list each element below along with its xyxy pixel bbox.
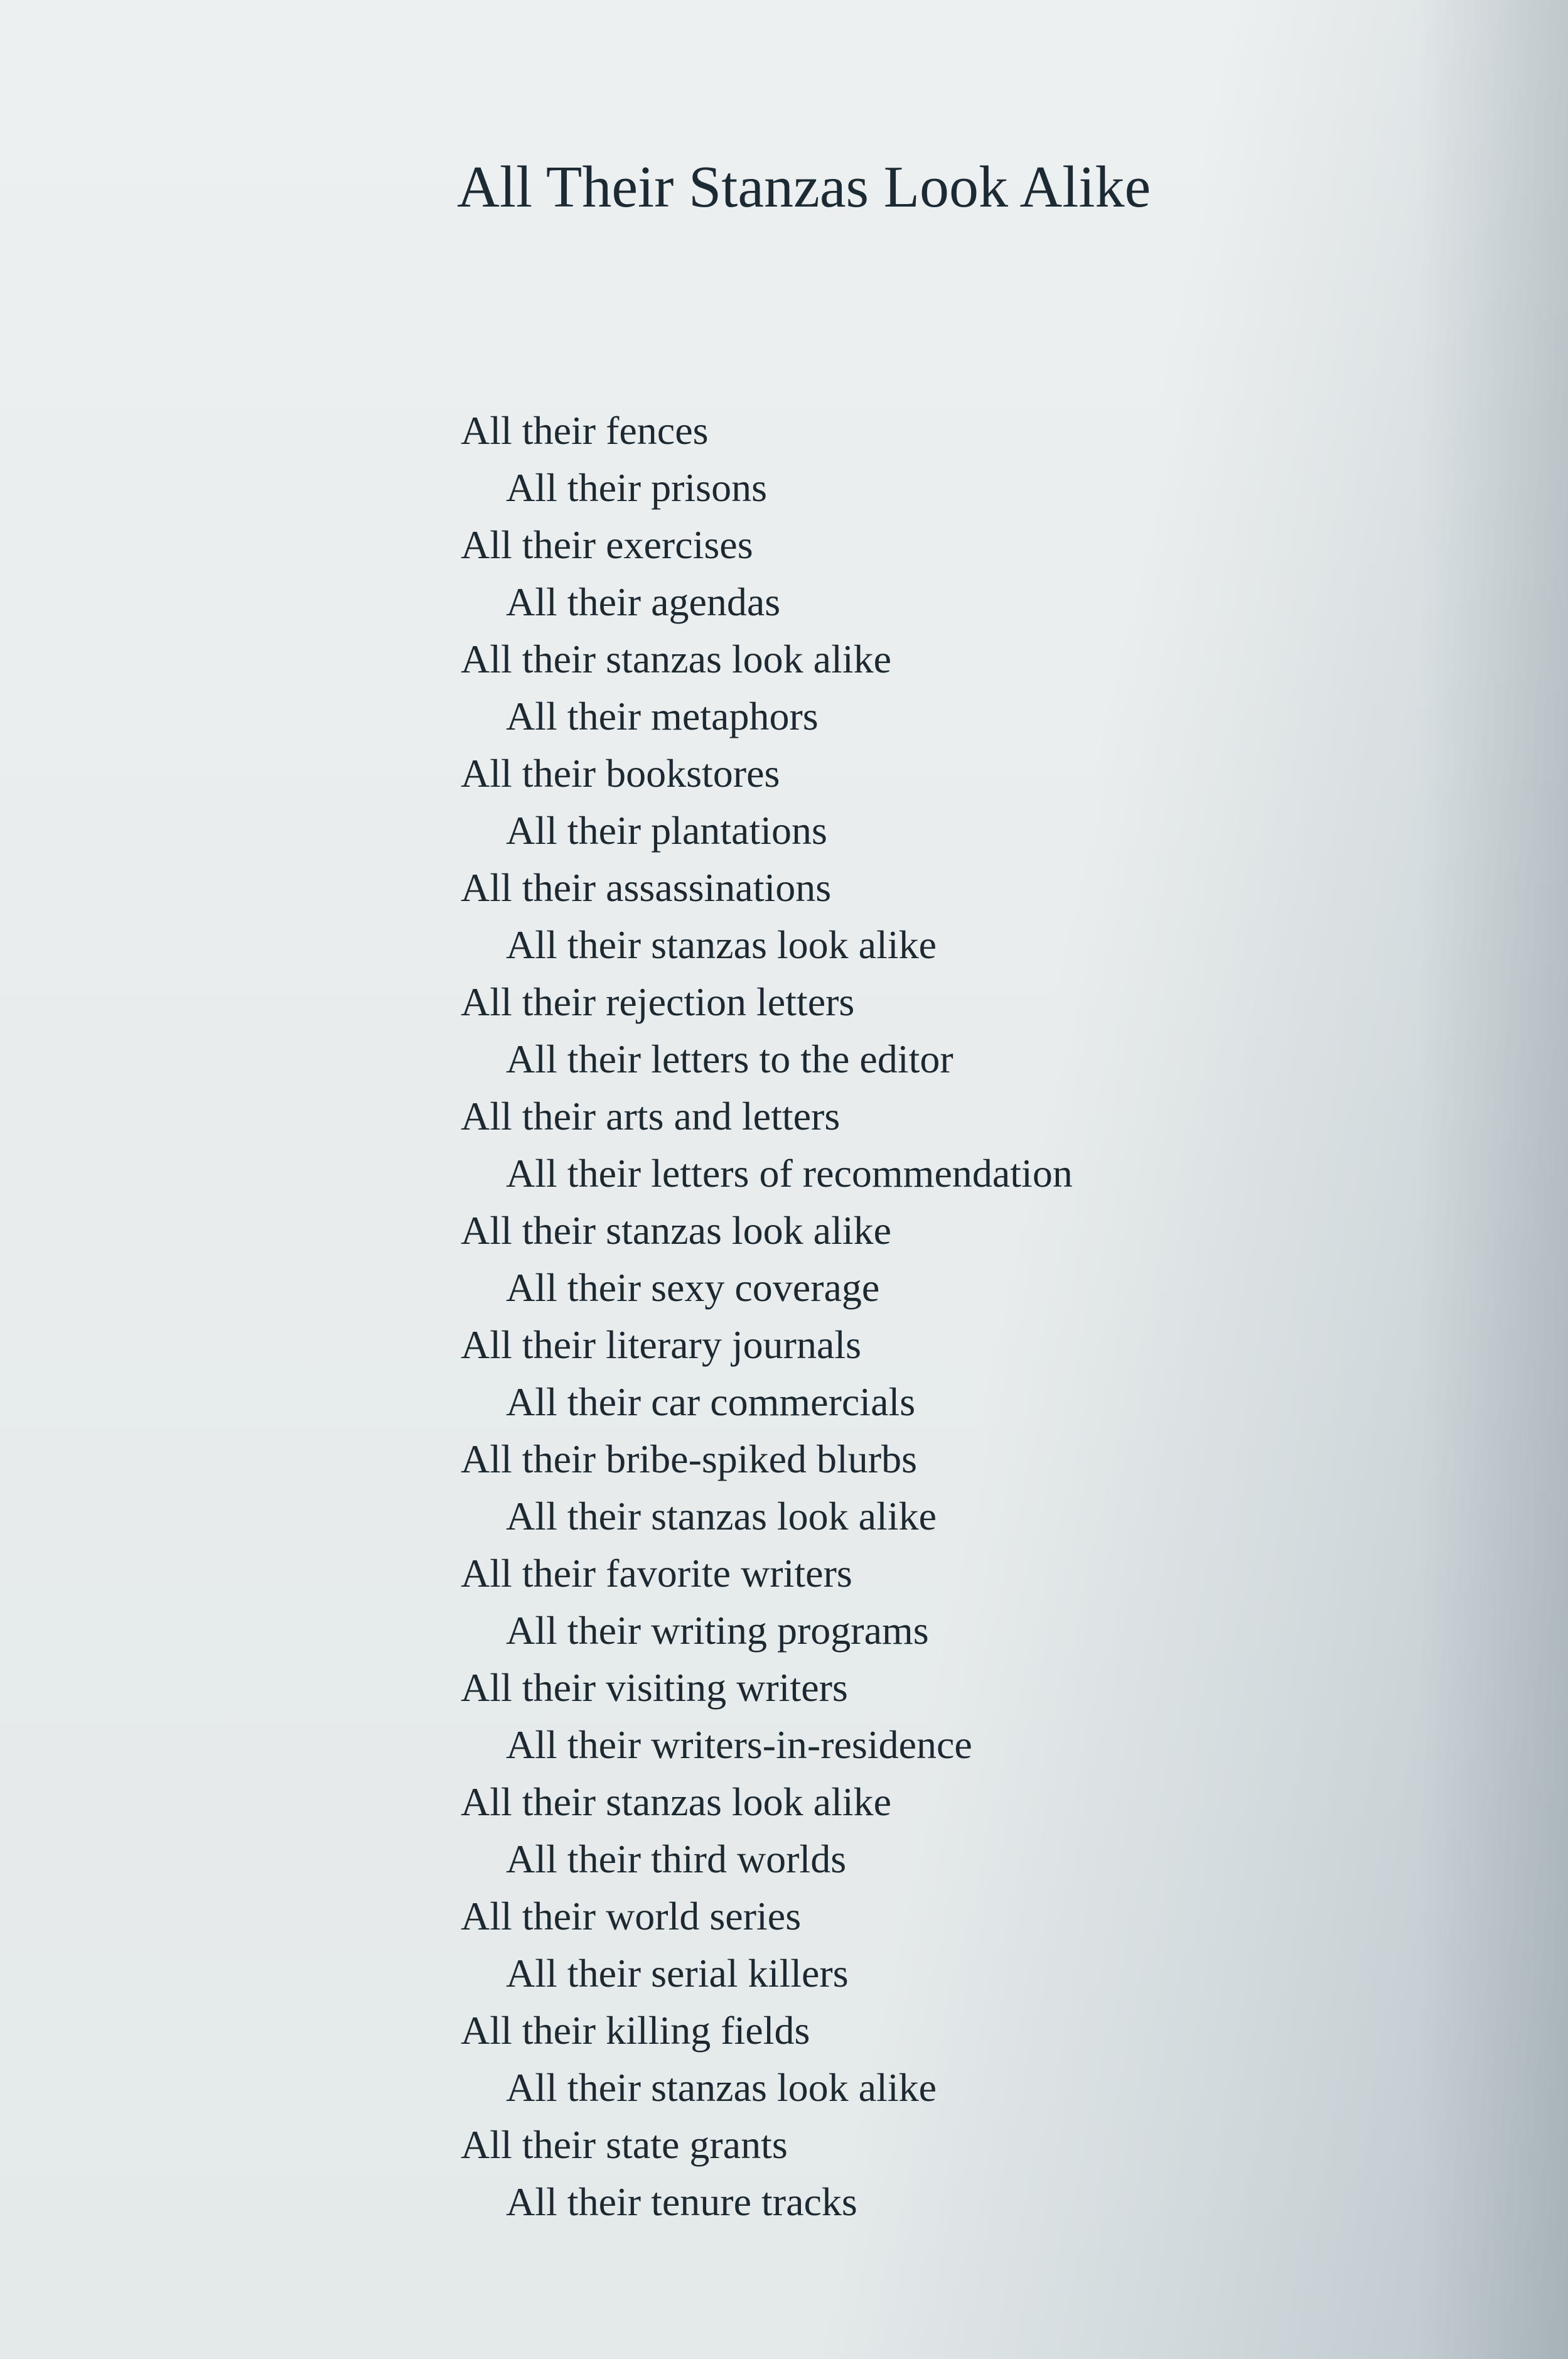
poem-line: All their letters of recommendation	[506, 1151, 1073, 1196]
poem-line: All their sexy coverage	[506, 1265, 880, 1310]
poem-body	[461, 402, 1402, 2230]
poem-line: All their assassinations	[461, 865, 832, 910]
poem-line: All their arts and letters	[461, 1094, 840, 1138]
poem-line: All their writers-in-residence	[506, 1722, 972, 1767]
poem-line: All their exercises	[461, 522, 753, 567]
poem-line: All their writing programs	[506, 1608, 929, 1653]
poem-line: All their favorite writers	[461, 1551, 852, 1595]
poem-line: All their prisons	[506, 465, 767, 510]
poem-line: All their metaphors	[506, 694, 819, 738]
poem-line: All their stanzas look alike	[506, 922, 937, 967]
poem-line: All their stanzas look alike	[461, 1208, 892, 1253]
poem-line: All their agendas	[506, 580, 781, 624]
poem-line: All their bribe-spiked blurbs	[461, 1437, 917, 1481]
page-shadow	[1417, 0, 1568, 2359]
poem-line: All their stanzas look alike	[461, 1779, 892, 1824]
poem-line: All their serial killers	[506, 1951, 849, 1995]
poem-line: All their plantations	[506, 808, 827, 853]
poem-line: All their rejection letters	[461, 980, 855, 1024]
poem-line: All their letters to the editor	[506, 1037, 953, 1081]
poem-line: All their bookstores	[461, 751, 780, 796]
poem-line: All their tenure tracks	[506, 2179, 857, 2224]
poem-line: All their stanzas look alike	[506, 2065, 937, 2110]
poem-line: All their world series	[461, 1894, 802, 1938]
poem-line: All their state grants	[461, 2122, 788, 2167]
poem-line: All their visiting writers	[461, 1665, 848, 1710]
poem-title: All Their Stanzas Look Alike	[457, 154, 1151, 220]
poem-line: All their stanzas look alike	[506, 1494, 937, 1538]
poem-line: All their stanzas look alike	[461, 637, 892, 681]
poem-line: All their killing fields	[461, 2008, 810, 2053]
poem-line: All their car commercials	[506, 1379, 916, 1424]
poem-line: All their literary journals	[461, 1322, 862, 1367]
poem-line: All their third worlds	[506, 1837, 847, 1881]
poem-line: All their fences	[461, 408, 709, 453]
